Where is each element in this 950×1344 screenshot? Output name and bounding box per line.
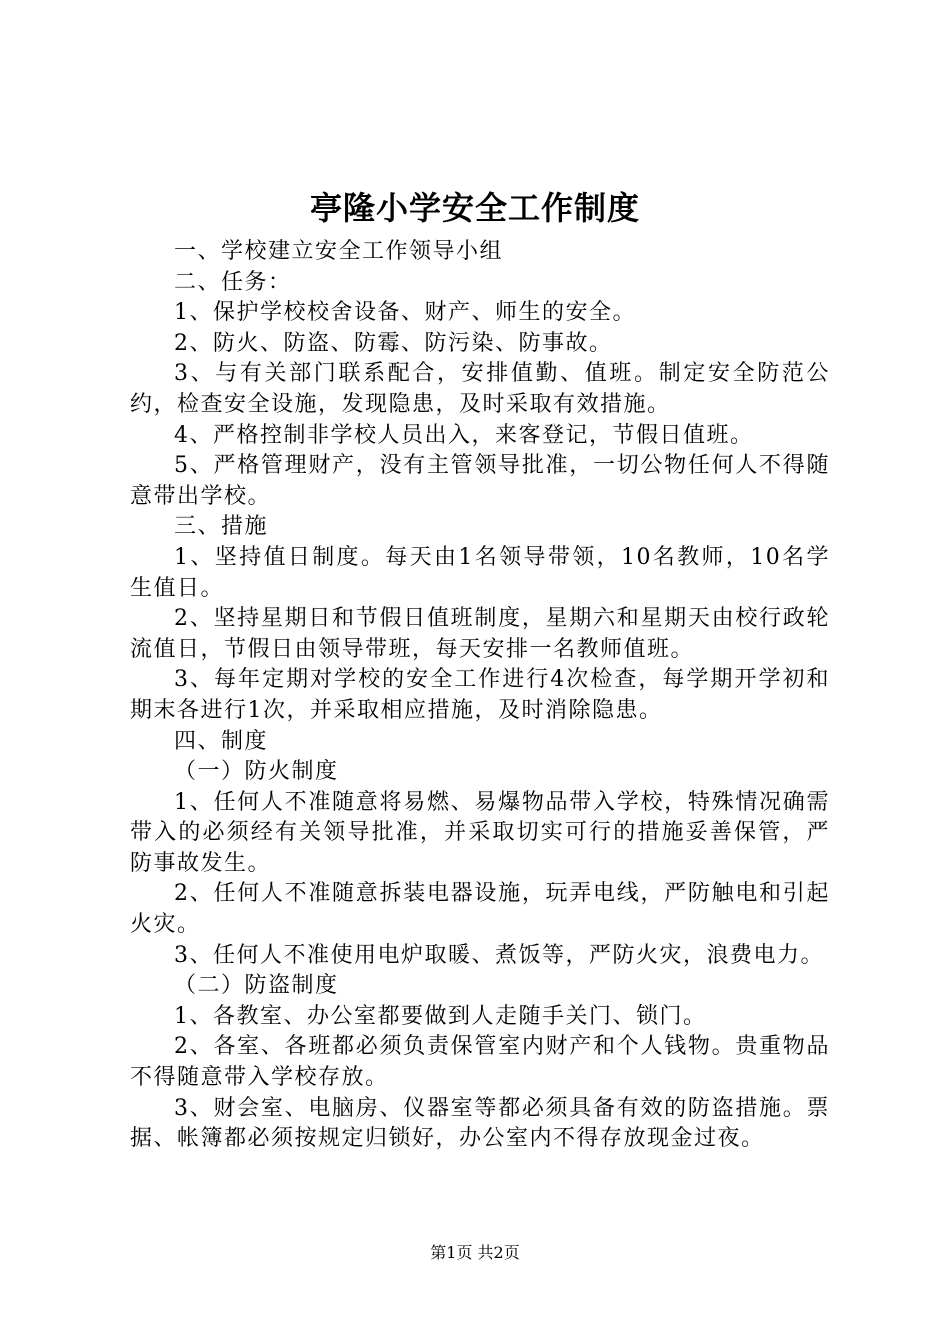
paragraph: 2、坚持星期日和节假日值班制度，星期六和星期天由校行政轮流值日，节假日由领导带班，每天安排一名教师值班。	[130, 606, 830, 662]
paragraph: 1、任何人不准随意将易燃、易爆物品带入学校，特殊情况确需带入的必须经有关领导批准，并采取切实可行的措施妥善保管，严防事故发生。	[130, 789, 830, 876]
paragraph: 3、任何人不准使用电炉取暖、煮饭等，严防火灾，浪费电力。	[174, 942, 824, 968]
paragraph: 二、任务：	[174, 269, 292, 295]
document-body	[130, 237, 830, 1155]
paragraph: （一）防火制度	[174, 759, 339, 785]
paragraph: （二）防盗制度	[174, 973, 339, 999]
paragraph: 一、学校建立安全工作领导小组	[174, 239, 504, 264]
paragraph: 4、严格控制非学校人员出入，来客登记，节假日值班。	[174, 422, 754, 448]
paragraph: 2、防火、防盗、防霉、防污染、防事故。	[174, 330, 613, 356]
paragraph: 3、与有关部门联系配合，安排值勤、值班。制定安全防范公约，检查安全设施，发现隐患，及时采取有效措施。	[130, 361, 830, 417]
paragraph: 1、坚持值日制度。每天由1名领导带领，10名教师，10名学生值日。	[130, 544, 830, 601]
paragraph: 5、严格管理财产，没有主管领导批准，一切公物任何人不得随意带出学校。	[130, 453, 830, 509]
paragraph: 1、保护学校校舍设备、财产、师生的安全。	[174, 300, 636, 326]
document-title: 亭隆小学安全工作制度	[309, 189, 640, 227]
paragraph: 四、制度	[174, 728, 269, 754]
paragraph: 2、任何人不准随意拆装电器设施，玩弄电线，严防触电和引起火灾。	[130, 881, 830, 938]
paragraph: 3、财会室、电脑房、仪器室等都必须具备有效的防盗措施。票据、帐簿都必须按规定归锁好，办公室内不得存放现金过夜。	[130, 1095, 830, 1152]
paragraph: 3、每年定期对学校的安全工作进行4次检查，每学期开学初和期末各进行1次，并采取相应措施，及时消除隐患。	[130, 667, 830, 723]
paragraph: 2、各室、各班都必须负责保管室内财产和个人钱物。贵重物品不得随意带入学校存放。	[130, 1034, 830, 1091]
paragraph: 1、各教室、办公室都要做到人走随手关门、锁门。	[174, 1003, 707, 1029]
page-footer: 第1页 共2页	[430, 1243, 520, 1262]
paragraph: 三、措施	[174, 514, 269, 540]
